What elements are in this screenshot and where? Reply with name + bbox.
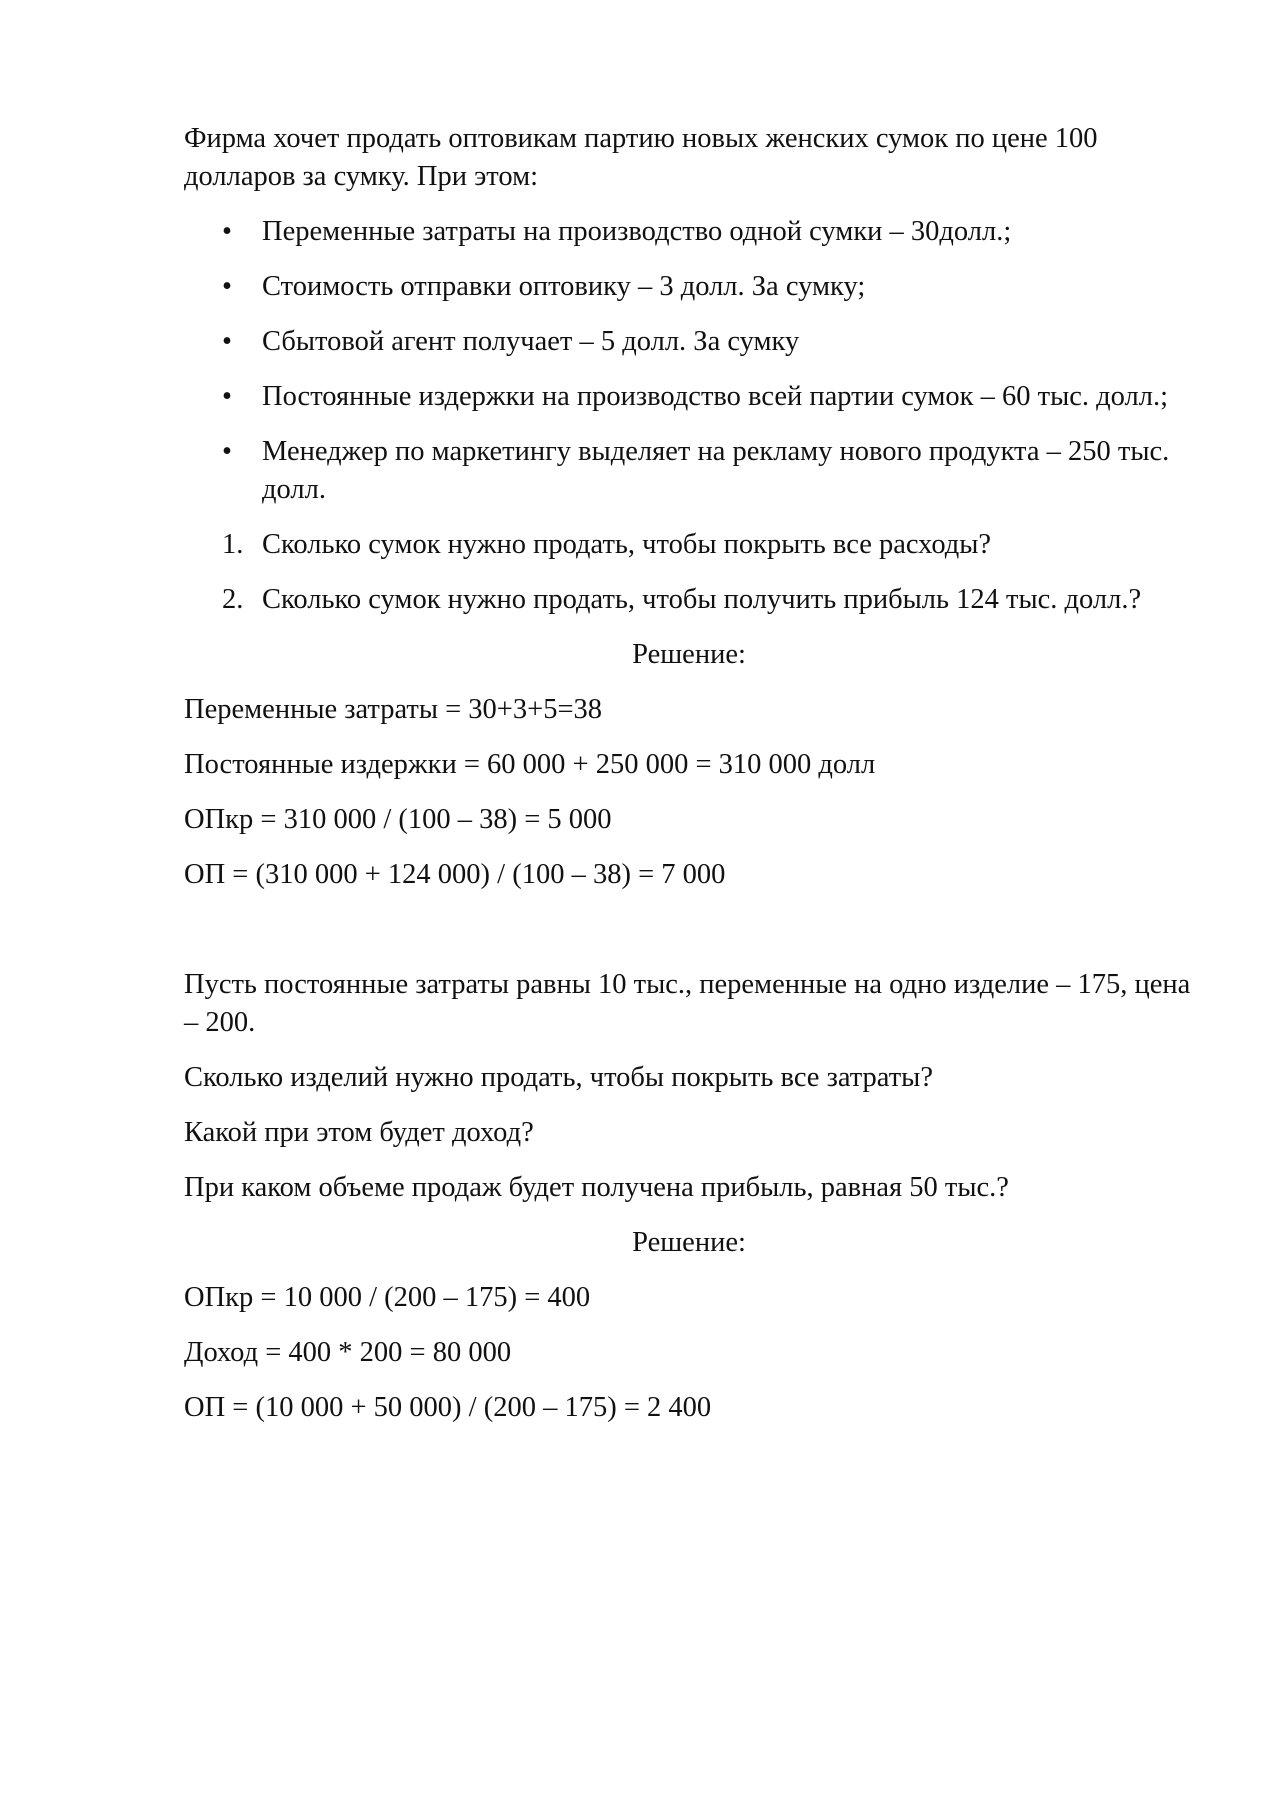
list-item: [184, 433, 1194, 509]
list-item: [184, 378, 1194, 416]
problem2-solution-heading: Решение:: [632, 1227, 746, 1258]
problem2-intro: Пусть постоянные затраты равны 10 тыс., переменные на одно изделие – 175, цена – 200.: [184, 969, 1191, 1038]
problem1-solution-heading: Решение:: [632, 639, 746, 670]
question-text: Сколько изделий нужно продать, чтобы покрыть все затраты?: [184, 1062, 933, 1093]
condition-text: Постоянные издержки на производство всей партии сумок – 60 тыс. долл.;: [262, 381, 1168, 412]
list-item: [184, 581, 1194, 619]
solution-line: ОПкр = 310 000 / (100 – 38) = 5 000: [184, 804, 612, 835]
question-text: Какой при этом будет доход?: [184, 1117, 534, 1148]
solution-line: Постоянные издержки = 60 000 + 250 000 = 310 000 долл: [184, 749, 876, 780]
list-item: [184, 323, 1194, 361]
condition-text: Сбытовой агент получает – 5 долл. За сумку: [262, 326, 800, 357]
list-item: [184, 213, 1194, 251]
list-item: [184, 526, 1194, 564]
problem1-conditions-list: [184, 213, 1194, 509]
problem1-questions-list: [184, 526, 1194, 619]
solution-line: ОПкр = 10 000 / (200 – 175) = 400: [184, 1282, 591, 1313]
bullet-marker: •: [222, 436, 232, 467]
condition-text: Стоимость отправки оптовику – 3 долл. За сумку;: [262, 271, 866, 302]
condition-text: Переменные затраты на производство одной сумки – 30долл.;: [262, 216, 1012, 247]
question-number: 1.: [222, 529, 244, 560]
solution-line: Доход = 400 * 200 = 80 000: [184, 1337, 512, 1368]
question-text: Сколько сумок нужно продать, чтобы покрыть все расходы?: [262, 529, 992, 560]
question-text: При каком объеме продаж будет получена прибыль, равная 50 тыс.?: [184, 1172, 1009, 1203]
bullet-marker: •: [222, 326, 232, 357]
solution-line: Переменные затраты = 30+3+5=38: [184, 694, 603, 725]
question-number: 2.: [222, 584, 244, 615]
bullet-marker: •: [222, 271, 232, 302]
solution-line: ОП = (10 000 + 50 000) / (200 – 175) = 2 400: [184, 1392, 712, 1423]
solution-line: ОП = (310 000 + 124 000) / (100 – 38) = 7 000: [184, 859, 726, 890]
condition-text: Менеджер по маркетингу выделяет на рекламу нового продукта – 250 тыс. долл.: [262, 436, 1170, 505]
problem1-intro: Фирма хочет продать оптовикам партию новых женских сумок по цене 100 долларов за сумку. При этом:: [184, 123, 1098, 192]
section-gap: [184, 911, 1194, 966]
list-item: [184, 268, 1194, 306]
document-content: [184, 120, 1194, 1444]
bullet-marker: •: [222, 381, 232, 412]
bullet-marker: •: [222, 216, 232, 247]
question-text: Сколько сумок нужно продать, чтобы получить прибыль 124 тыс. долл.?: [262, 584, 1142, 615]
